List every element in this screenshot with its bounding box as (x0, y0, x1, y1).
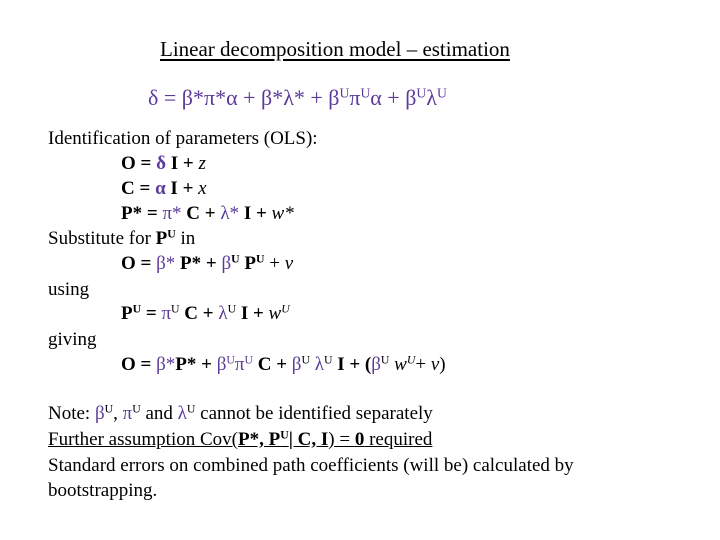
equation-lhs: C = (121, 178, 156, 199)
superscript: U (171, 302, 180, 316)
superscript: U (280, 428, 289, 442)
z-variable: z (198, 153, 206, 174)
note-text: cannot be identified separately (195, 403, 433, 424)
lambda-symbol: λ (314, 354, 324, 375)
equation-lhs: O = (121, 153, 157, 174)
beta-symbol: β (371, 354, 381, 375)
assumption-text: ) = (328, 429, 355, 450)
beta-symbol: β (291, 354, 302, 375)
superscript: U (104, 402, 114, 416)
alpha-symbol: α (155, 178, 166, 199)
v-variable: v (430, 354, 440, 375)
note-text: , (113, 403, 123, 424)
equation-PU (121, 303, 290, 325)
w-variable: w (268, 303, 282, 324)
x-variable: x (198, 178, 207, 199)
beta-symbol: β (216, 354, 227, 375)
pi-symbol: π (161, 303, 172, 324)
superscript: U (380, 353, 390, 367)
superscript: U (231, 252, 240, 266)
pi-symbol: π (349, 85, 361, 110)
giving-label: giving (48, 329, 97, 350)
pi-symbol: π (234, 354, 245, 375)
standard-errors-line-1: Standard errors on combined path coefficients (will be) calculated by (48, 455, 574, 476)
equation-O-substituted (121, 253, 293, 275)
beta-symbol: β (221, 253, 232, 274)
equation-terms: I + ( (332, 354, 372, 375)
standard-errors-line-2: bootstrapping. (48, 480, 158, 501)
equation-final (121, 354, 446, 376)
equation-lhs: O = (121, 354, 157, 375)
superscript: U (339, 85, 350, 101)
lambda-symbol: λ (177, 403, 187, 424)
note-line (48, 403, 433, 425)
superscript: U (323, 353, 333, 367)
superscript: U (227, 302, 237, 316)
beta-symbol: β* (156, 253, 176, 274)
substitute-label: Substitute for (48, 228, 156, 249)
equation-terms: C + (179, 303, 219, 324)
equation-O (121, 153, 206, 175)
equation-terms: I + (165, 153, 199, 174)
equation-terms: = (141, 303, 162, 324)
superscript: U (186, 402, 196, 416)
equation-P (121, 203, 294, 225)
superscript: U (416, 85, 427, 101)
superscript: U (281, 302, 290, 316)
superscript: U (436, 85, 447, 101)
superscript: U (360, 85, 371, 101)
pi-symbol: π* (162, 203, 182, 224)
equation-terms: I + (236, 303, 269, 324)
superscript: U (244, 353, 253, 367)
P-variable: P (121, 303, 133, 324)
equation-terms: + (264, 253, 285, 274)
identification-heading: Identification of parameters (OLS): (48, 128, 318, 149)
equation-terms: C + (252, 354, 292, 375)
superscript: U (226, 353, 235, 367)
superscript: U (256, 252, 265, 266)
equation-terms: I + (165, 178, 199, 199)
using-label: using (48, 279, 90, 300)
assumption-vars: P*, P (238, 429, 281, 450)
equation-lhs: O = (121, 253, 157, 274)
delta-symbol: δ (156, 153, 166, 174)
equation-lhs: P* = (121, 203, 163, 224)
assumption-vars: | C, I (288, 429, 329, 450)
lambda-symbol: λ* (220, 203, 240, 224)
beta-symbol: β (94, 403, 105, 424)
pi-symbol: π (122, 403, 133, 424)
equation-terms: ) (439, 354, 446, 375)
assumption-line (48, 429, 432, 451)
equation-terms: C + (181, 203, 221, 224)
equation-terms: α + β (370, 85, 417, 110)
substitute-text (48, 228, 195, 250)
w-variable: w* (271, 203, 294, 224)
lambda-symbol: λ (218, 303, 228, 324)
equation-terms: + (415, 354, 431, 375)
superscript: U (132, 302, 142, 316)
beta-symbol: β* (156, 354, 176, 375)
superscript: U (406, 353, 416, 367)
w-variable: w (394, 354, 407, 375)
equation-terms: P (239, 253, 256, 274)
substitute-label: in (175, 228, 196, 249)
v-variable: v (284, 253, 294, 274)
assumption-text: required (364, 429, 433, 450)
equation-terms: P* + (175, 253, 222, 274)
main-equation (148, 87, 447, 109)
delta-symbol: δ (148, 85, 159, 110)
equation-C (121, 178, 207, 200)
note-text: and (140, 403, 178, 424)
superscript: U (167, 227, 176, 241)
assumption-zero: 0 (354, 429, 365, 450)
superscript: U (301, 353, 310, 367)
lambda-symbol: λ (426, 85, 437, 110)
equation-terms: P* + (175, 354, 217, 375)
equation-terms: = β*π*α + β*λ* + β (158, 85, 340, 110)
note-label: Note: (48, 403, 95, 424)
assumption-text: Further assumption Cov( (48, 429, 238, 450)
P-variable: P (155, 228, 168, 249)
equation-terms: I + (239, 203, 272, 224)
page-title: Linear decomposition model – estimation (160, 37, 510, 61)
superscript: U (132, 402, 141, 416)
